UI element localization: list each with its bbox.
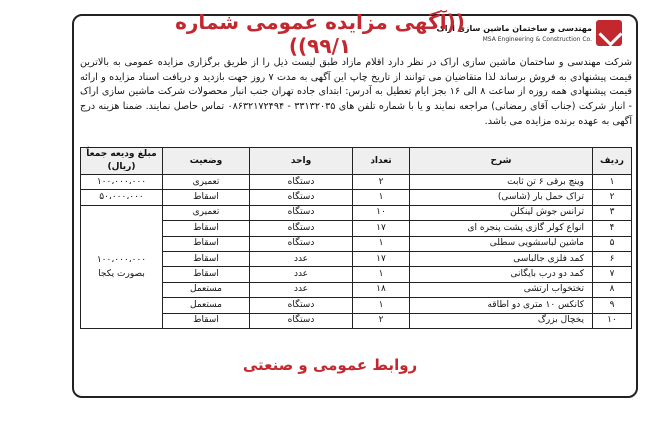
cell-row-no: ۲ — [593, 190, 632, 205]
cell-condition: تعمیری — [163, 175, 250, 190]
company-logo-icon — [596, 20, 622, 46]
cell-quantity: ۱۷ — [353, 251, 410, 266]
cell-quantity: ۲ — [353, 313, 410, 328]
notice-intro-text: شرکت مهندسی و ساختمان ماشین سازی اراک در نظر دارد اقلام مازاد طبق لیست ذیل را از طریق برگزاری مزایده عمومی به بالاترین قیمت پیشنهادی به فروش برساند لذا متقاضیان می توانند از تاریخ چاپ این آگهی به مدت ۷ روز جهت بازدید و دریافت اسناد مزایده و ارائه قیمت پیشنهادی همه روزه از ساعت ۸ الی ۱۶ بجز ایام تعطیل به آدرس: ابتدای جاده تهران جنب انبار محصولات شرکت ماشین سازی اراک - انبار شرکت (جناب آقای رمضانی) مراجعه نمایند و یا با شماره تلفن های ۳۳۱۳۲۰۳۵ - ۰۸۶۳۲۱۷۲۴۹۴ تماس حاصل نمایند. ضمنا هزینه درج آگهی به عهده برنده مزایده می باشد. — [80, 57, 633, 127]
header-description: شرح — [410, 148, 593, 175]
cell-unit: عدد — [250, 282, 353, 297]
table-row — [81, 298, 632, 313]
table-row — [81, 205, 632, 220]
table-row — [81, 313, 632, 328]
table-row — [81, 236, 632, 251]
cell-deposit: ۱۰۰،۰۰۰،۰۰۰ — [81, 175, 163, 190]
cell-condition: اسقاط — [163, 190, 250, 205]
cell-deposit: ۵۰،۰۰۰،۰۰۰ — [81, 190, 163, 205]
cell-unit: دستگاه — [250, 221, 353, 236]
cell-description: وینچ برقی ۶ تن ثابت — [410, 175, 593, 190]
cell-condition: مستعمل — [163, 282, 250, 297]
table-row — [81, 282, 632, 297]
cell-description: یخچال بزرگ — [410, 313, 593, 328]
cell-row-no: ۸ — [593, 282, 632, 297]
cell-description: انواع کولر گازی پشت پنجره ای — [410, 221, 593, 236]
cell-quantity: ۱ — [353, 298, 410, 313]
cell-condition: اسقاط — [163, 267, 250, 282]
notice-title: ((آگهی مزایده عمومی شماره ۹۹/۱)) — [175, 10, 465, 58]
cell-condition: اسقاط — [163, 313, 250, 328]
cell-description: کانکس ۱۰ متری دو اطاقه — [410, 298, 593, 313]
cell-quantity: ۱ — [353, 190, 410, 205]
cell-unit: دستگاه — [250, 298, 353, 313]
header-quantity: تعداد — [353, 148, 410, 175]
header-deposit: مبلغ ودیعه جمعاً (ریال) — [81, 148, 163, 175]
cell-row-no: ۷ — [593, 267, 632, 282]
cell-condition: اسقاط — [163, 221, 250, 236]
cell-quantity: ۱۰ — [353, 205, 410, 220]
company-name-en: MSA Engineering & Construction Co. — [482, 36, 592, 43]
cell-unit: دستگاه — [250, 175, 353, 190]
cell-unit: دستگاه — [250, 236, 353, 251]
cell-condition: اسقاط — [163, 251, 250, 266]
table-header-row — [81, 148, 632, 175]
header-condition: وضعیت — [163, 148, 250, 175]
table-row — [81, 267, 632, 282]
cell-description: تختخواب ارتشی — [410, 282, 593, 297]
table-row — [81, 251, 632, 266]
cell-condition: مستعمل — [163, 298, 250, 313]
cell-description: کمد فلزی جالباسی — [410, 251, 593, 266]
cell-row-no: ۵ — [593, 236, 632, 251]
cell-unit: دستگاه — [250, 190, 353, 205]
cell-description: تراک حمل بار (شاسی) — [410, 190, 593, 205]
cell-quantity: ۱۷ — [353, 221, 410, 236]
auction-items-table — [80, 147, 632, 329]
merged-deposit-note: بصورت یکجا — [98, 268, 145, 279]
cell-row-no: ۱ — [593, 175, 632, 190]
cell-quantity: ۱ — [353, 236, 410, 251]
cell-condition: تعمیری — [163, 205, 250, 220]
cell-unit: دستگاه — [250, 205, 353, 220]
cell-description: ماشین لباسشویی سطلی — [410, 236, 593, 251]
company-name-fa: مهندسی و ساختمان ماشین سازی اراک — [436, 24, 592, 33]
cell-row-no: ۹ — [593, 298, 632, 313]
merged-deposit-amount: ۱۰۰،۰۰۰،۰۰۰ — [96, 254, 147, 265]
cell-description: کمد دو درب بایگانی — [410, 267, 593, 282]
notice-footer: روابط عمومی و صنعتی — [242, 356, 418, 374]
header-row-no: ردیف — [593, 148, 632, 175]
cell-unit: دستگاه — [250, 313, 353, 328]
cell-unit: عدد — [250, 251, 353, 266]
cell-quantity: ۱ — [353, 267, 410, 282]
cell-row-no: ۶ — [593, 251, 632, 266]
table-row — [81, 190, 632, 205]
cell-row-no: ۴ — [593, 221, 632, 236]
cell-row-no: ۳ — [593, 205, 632, 220]
cell-quantity: ۲ — [353, 175, 410, 190]
cell-description: ترانس جوش لینکلن — [410, 205, 593, 220]
cell-row-no: ۱۰ — [593, 313, 632, 328]
cell-quantity: ۱۸ — [353, 282, 410, 297]
table-row — [81, 221, 632, 236]
header-unit: واحد — [250, 148, 353, 175]
cell-unit: عدد — [250, 267, 353, 282]
table-row — [81, 175, 632, 190]
cell-condition: اسقاط — [163, 236, 250, 251]
cell-deposit-merged — [81, 205, 163, 328]
